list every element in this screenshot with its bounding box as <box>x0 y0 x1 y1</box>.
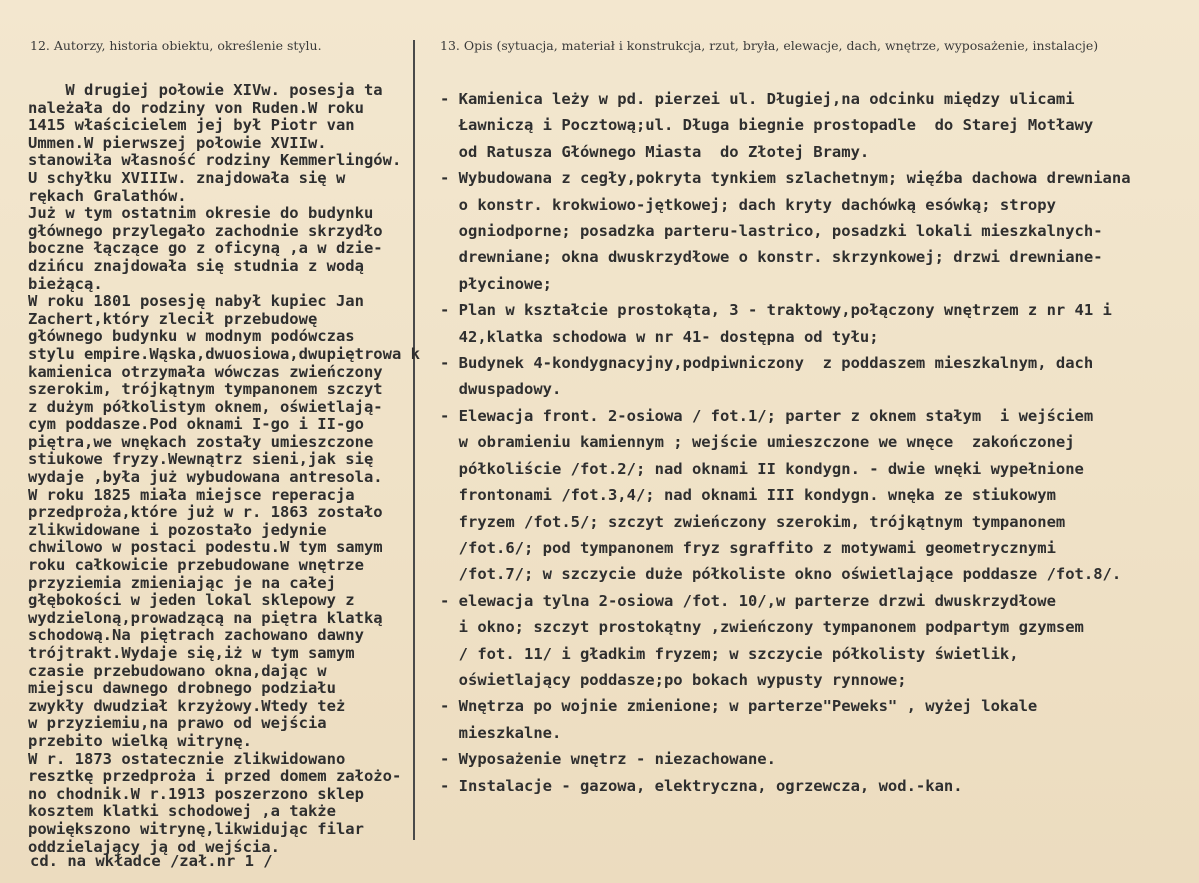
description-line: fryzem /fot.5/; szczyt zwieńczony szerokim, trójkątnym tympanonem <box>440 512 1066 531</box>
history-line: kamienica otrzymała wówczas zwieńczony <box>28 362 383 381</box>
history-line: piętra,we wnękach zostały umieszczone <box>28 432 374 451</box>
right-column-header: 13. Opis (sytuacja, materiał i konstrukcja, rzut, bryła, elewacje, dach, wnętrze, wyposażenie, instalacje) <box>440 38 1099 53</box>
description-line: Ławniczą i Pocztową;ul. Długa biegnie prostopadle do Starej Motławy <box>440 116 1094 135</box>
history-line: powiększono witrynę,likwidując filar <box>28 819 364 838</box>
history-line: zlikwidowane i pozostało jedynie <box>28 520 327 539</box>
description-line: - Wyposażenie wnętrz - niezachowane. <box>440 750 776 769</box>
description-line: drewniane; okna dwuskrzydłowe o konstr. skrzynkowej; drzwi drewniane- <box>440 248 1103 267</box>
description-line: - Wnętrza po wojnie zmienione; w parterze"Peweks" , wyżej lokale <box>440 697 1038 716</box>
history-line: stanowiła własność rodziny Kemmerlingów. <box>28 151 402 170</box>
description-line: - Budynek 4-kondygnacyjny,podpiwniczony z poddaszem mieszkalnym, dach <box>440 354 1094 373</box>
history-line: należała do rodziny von Ruden.W roku <box>28 98 364 117</box>
description-line: mieszkalne. <box>440 723 562 742</box>
left-column-header: 12. Autorzy, historia obiektu, określenie stylu. <box>30 38 322 53</box>
history-line: boczne łączące go z oficyną ,a w dzie- <box>28 239 383 258</box>
history-line: wydaje ,była już wybudowana antresola. <box>28 468 383 487</box>
history-line: W roku 1825 miała miejsce reperacja <box>28 485 355 504</box>
history-line: miejscu dawnego drobnego podziału <box>28 679 336 698</box>
history-line: z dużym półkolistym oknem, oświetlają- <box>28 397 383 416</box>
history-line: W drugiej połowie XIVw. posesja ta <box>28 81 383 99</box>
description-line: od Ratusza Głównego Miasta do Złotej Bramy. <box>440 142 870 161</box>
history-line: kosztem klatki schodowej ,a także <box>28 802 336 821</box>
description-line: - Kamienica leży w pd. pierzei ul. Długiej,na odcinku między ulicami <box>440 90 1075 108</box>
description-line: / fot. 11/ i gładkim fryzem; w szczycie półkolisty świetlik, <box>440 644 1019 663</box>
history-line: Już w tym ostatnim okresie do budynku <box>28 204 374 223</box>
history-line: bieżącą. <box>28 274 103 293</box>
history-line: 1415 właścicielem jej był Piotr van <box>28 116 355 135</box>
description-line: frontonami /fot.3,4/; nad oknami III kondygn. wnęka ze stiukowym <box>440 486 1056 505</box>
history-line: oddzielający ją od wejścia. <box>28 837 280 856</box>
history-line: no chodnik.W r.1913 poszerzono sklep <box>28 784 364 803</box>
description-line: płycinowe; <box>440 274 552 293</box>
history-line: przyziemia zmieniając je na całej <box>28 573 336 592</box>
history-line: W r. 1873 ostatecznie zlikwidowano <box>28 749 346 768</box>
history-line: głównego przylegało zachodnie skrzydło <box>28 221 383 240</box>
history-text <box>28 82 438 856</box>
history-line: Zachert,który zlecił przebudowę <box>28 309 318 328</box>
history-line: przedproża,które już w r. 1863 zostało <box>28 503 383 522</box>
description-line: w obramieniu kamiennym ; wejście umieszczone we wnęce zakończonej <box>440 433 1075 452</box>
description-line: - Plan w kształcie prostokąta, 3 - traktowy,połączony wnętrzem z nr 41 i <box>440 301 1112 320</box>
history-line: rękach Gralathów. <box>28 186 187 205</box>
history-line: U schyłku XVIIIw. znajdowała się w <box>28 168 346 187</box>
description-line: - Elewacja front. 2-osiowa / fot.1/; parter z oknem stałym i wejściem <box>440 406 1094 425</box>
history-line: trójtrakt.Wydaje się,iż w tym samym <box>28 644 355 662</box>
description-line: - elewacja tylna 2-osiowa /fot. 10/,w parterze drzwi dwuskrzydłowe <box>440 591 1056 610</box>
history-line: szerokim, trójkątnym tympanonem szczyt <box>28 380 383 399</box>
description-line: i okno; szczyt prostokątny ,zwieńczony tympanonem podpartym gzymsem <box>440 618 1084 637</box>
history-line: zwykły dwudział krzyżowy.Wtedy też <box>28 696 346 715</box>
description-line: /fot.7/; w szczycie duże półkoliste okno oświetlające poddasze /fot.8/. <box>440 565 1122 584</box>
history-line: cym poddasze.Pod oknami I-go i II-go <box>28 415 364 434</box>
description-text <box>440 86 1190 799</box>
description-line: dwuspadowy. <box>440 380 562 399</box>
description-line: 42,klatka schodowa w nr 41- dostępna od tyłu; <box>440 327 879 346</box>
description-line: o konstr. krokwiowo-jętkowej; dach kryty dachówką esówką; stropy <box>440 195 1056 214</box>
description-line: - Wybudowana z cegły,pokryta tynkiem szlachetnym; więźba dachowa drewniana <box>440 169 1131 188</box>
history-line: resztkę przedproża i przed domem założo- <box>28 767 402 786</box>
history-line: stiukowe fryzy.Wewnątrz sieni,jak się <box>28 450 374 469</box>
description-line: półkoliście /fot.2/; nad oknami II kondygn. - dwie wnęki wypełnione <box>440 459 1084 478</box>
history-line: dzińcu znajdowała się studnia z wodą <box>28 256 364 275</box>
history-line: przebito wielką witrynę. <box>28 731 252 750</box>
description-line: - Instalacje - gazowa, elektryczna, ogrzewcza, wod.-kan. <box>440 776 963 795</box>
history-line: stylu empire.Wąska,dwuosiowa,dwupiętrowa k <box>28 344 420 363</box>
continuation-note: cd. na wkładce /zał.nr 1 / <box>30 852 273 870</box>
history-line: Ummen.W pierwszej połowie XVIIw. <box>28 133 327 152</box>
description-line: oświetlający poddasze;po bokach wypusty rynnowe; <box>440 670 907 689</box>
history-line: wydzieloną,prowadzącą na piętra klatką <box>28 608 383 627</box>
history-line: roku całkowicie przebudowane wnętrze <box>28 556 364 575</box>
description-line: /fot.6/; pod tympanonem fryz sgraffito z motywami geometrycznymi <box>440 538 1056 557</box>
history-line: głębokości w jeden lokal sklepowy z <box>28 591 355 610</box>
history-line: głównego budynku w modnym podówczas <box>28 327 355 346</box>
description-line: ogniodporne; posadzka parteru-lastrico, posadzki lokali mieszkalnych- <box>440 222 1103 241</box>
history-line: w przyziemiu,na prawo od wejścia <box>28 714 327 733</box>
history-line: W roku 1801 posesję nabył kupiec Jan <box>28 292 364 311</box>
history-line: schodową.Na piętrach zachowano dawny <box>28 626 364 645</box>
history-line: chwilowo w postaci podestu.W tym samym <box>28 538 383 557</box>
history-line: czasie przebudowano okna,dając w <box>28 661 327 680</box>
